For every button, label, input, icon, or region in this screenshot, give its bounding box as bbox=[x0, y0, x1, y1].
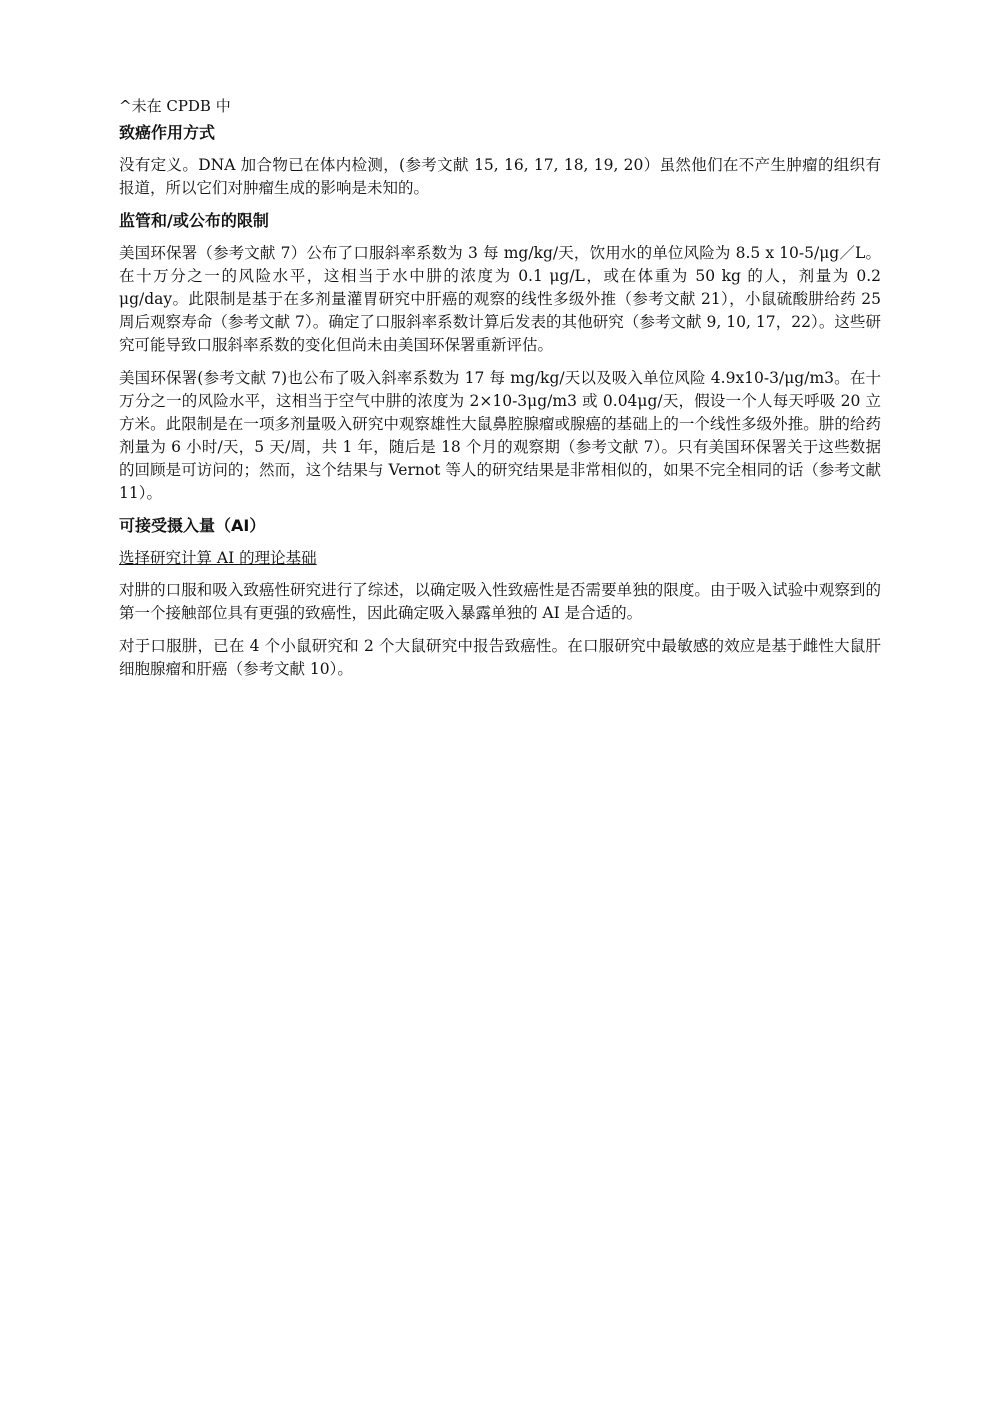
subsection-heading: 选择研究计算 AI 的理论基础 bbox=[119, 549, 317, 567]
paragraph: 美国环保署(参考文献 7)也公布了吸入斜率系数为 17 每 mg/kg/天以及吸入单位风险 4.9x10-3/μg/m3。在十万分之一的风险水平，这相当于空气中肼的浓度为 2×10-3μg/m3 或 0.04μg/天，假设一个人每天呼吸 20 立方米。此限制是在一项多剂量吸入研究中观察雄性大鼠鼻腔腺瘤或腺癌的基础上的一个线性多级外推。肼的给药剂量为 6 小时/天，5 天/周，共 1 年，随后是 18 个月的观察期（参考文献 7）。只有美国环保署关于这些数据的回顾是可访问的；然而，这个结果与 Vernot 等人的研究结果是非常相似的，如果不完全相同的话（参考文献 11）。 bbox=[119, 369, 881, 502]
paragraph: 对肼的口服和吸入致癌性研究进行了综述，以确定吸入性致癌性是否需要单独的限度。由于吸入试验中观察到的第一个接触部位具有更强的致癌性，因此确定吸入暴露单独的 AI 是合适的。 bbox=[119, 581, 881, 622]
section-regulatory-limits bbox=[119, 210, 881, 505]
section-heading: 致癌作用方式 bbox=[119, 123, 216, 142]
section-heading: 可接受摄入量（AI） bbox=[119, 516, 266, 535]
section-heading: 监管和/或公布的限制 bbox=[119, 211, 269, 230]
document-page bbox=[119, 96, 881, 691]
section-mode-of-action bbox=[119, 122, 881, 200]
section-acceptable-intake bbox=[119, 515, 881, 681]
paragraph: 美国环保署（参考文献 7）公布了口服斜率系数为 3 每 mg/kg/天，饮用水的单位风险为 8.5 x 10-5/μg／L。在十万分之一的风险水平，这相当于水中肼的浓度为 0.1 μg/L，或在体重为 50 kg 的人，剂量为 0.2 μg/day。此限制是基于在多剂量灌胃研究中肝癌的观察的线性多级外推（参考文献 21），小鼠硫酸肼给药 25 周后观察寿命（参考文献 7）。确定了口服斜率系数计算后发表的其他研究（参考文献 9, 10, 17，22）。这些研究可能导致口服斜率系数的变化但尚未由美国环保署重新评估。 bbox=[119, 244, 881, 354]
paragraph: 没有定义。DNA 加合物已在体内检测，(参考文献 15, 16, 17, 18, 19, 20）虽然他们在不产生肿瘤的组织有报道，所以它们对肿瘤生成的影响是未知的。 bbox=[119, 156, 881, 197]
footnote-not-in-cpdb: ^未在 CPDB 中 bbox=[119, 97, 231, 115]
paragraph: 对于口服肼，已在 4 个小鼠研究和 2 个大鼠研究中报告致癌性。在口服研究中最敏感的效应是基于雌性大鼠肝细胞腺瘤和肝癌（参考文献 10）。 bbox=[119, 637, 881, 678]
